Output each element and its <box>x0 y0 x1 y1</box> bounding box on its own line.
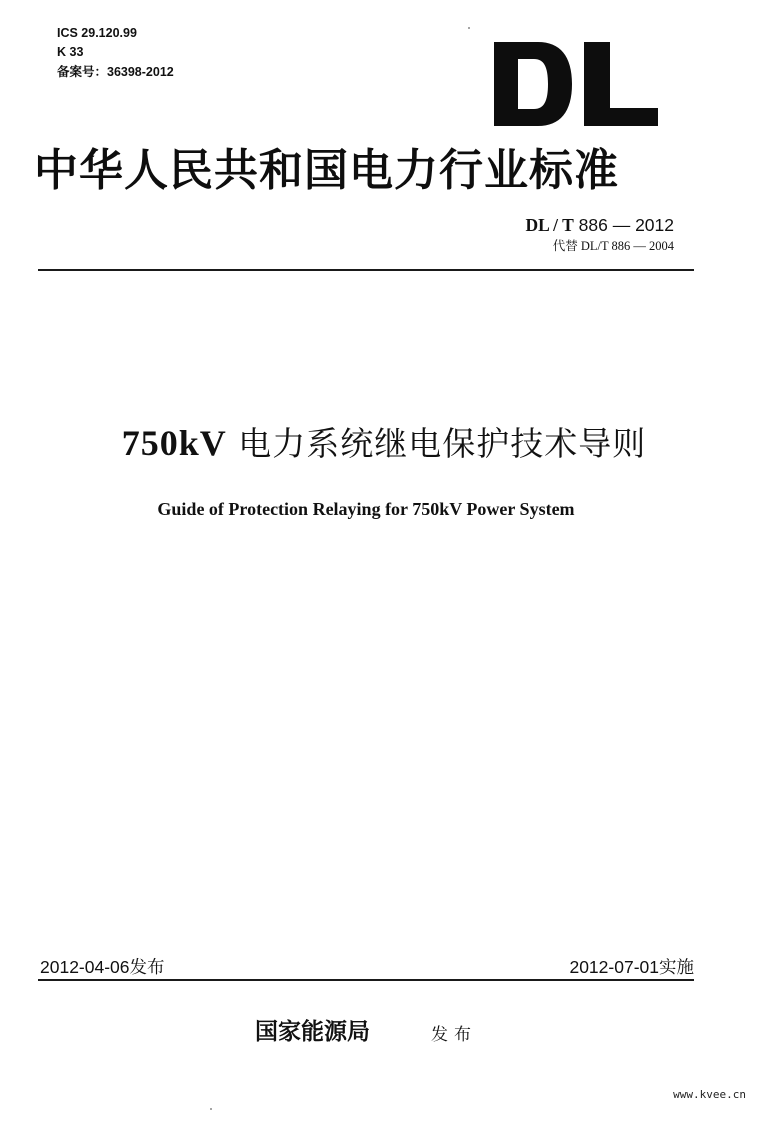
document-title-english: Guide of Protection Relaying for 750kV Power System <box>157 499 575 519</box>
issuing-authority: 国家能源局 <box>255 1018 370 1045</box>
document-title-voltage: 750kV <box>121 423 227 463</box>
industry-standard-title: 中华人民共和国电力行业标准 <box>34 145 619 196</box>
issue-date: 2012-04-06发布 <box>40 957 165 977</box>
standard-number <box>525 214 674 236</box>
issue-label: 发布 <box>431 1025 477 1045</box>
scan-speck <box>468 27 470 29</box>
ics-code: ICS 29.120.99 <box>57 26 137 40</box>
scan-speck <box>210 1108 212 1110</box>
dl-logo-letter-d <box>494 42 572 126</box>
document-title-chinese: 电力系统继电保护技术导则 <box>238 424 647 463</box>
document-title <box>0 420 768 467</box>
standard-number-prefix: DL / T <box>525 215 574 235</box>
category-code: K 33 <box>57 45 84 59</box>
website-watermark: www.kvee.cn <box>673 1088 746 1101</box>
implementation-date: 2012-07-01实施 <box>569 957 694 977</box>
standard-number-value: 886 — 2012 <box>578 215 674 235</box>
replaces-standard: 代替 DL/T 886 — 2004 <box>552 239 674 253</box>
dl-logo <box>494 42 658 126</box>
top-divider <box>38 269 694 271</box>
bottom-divider <box>38 979 694 981</box>
record-number: 备案号：36398-2012 <box>57 65 174 79</box>
dl-logo-letter-l <box>584 42 658 126</box>
